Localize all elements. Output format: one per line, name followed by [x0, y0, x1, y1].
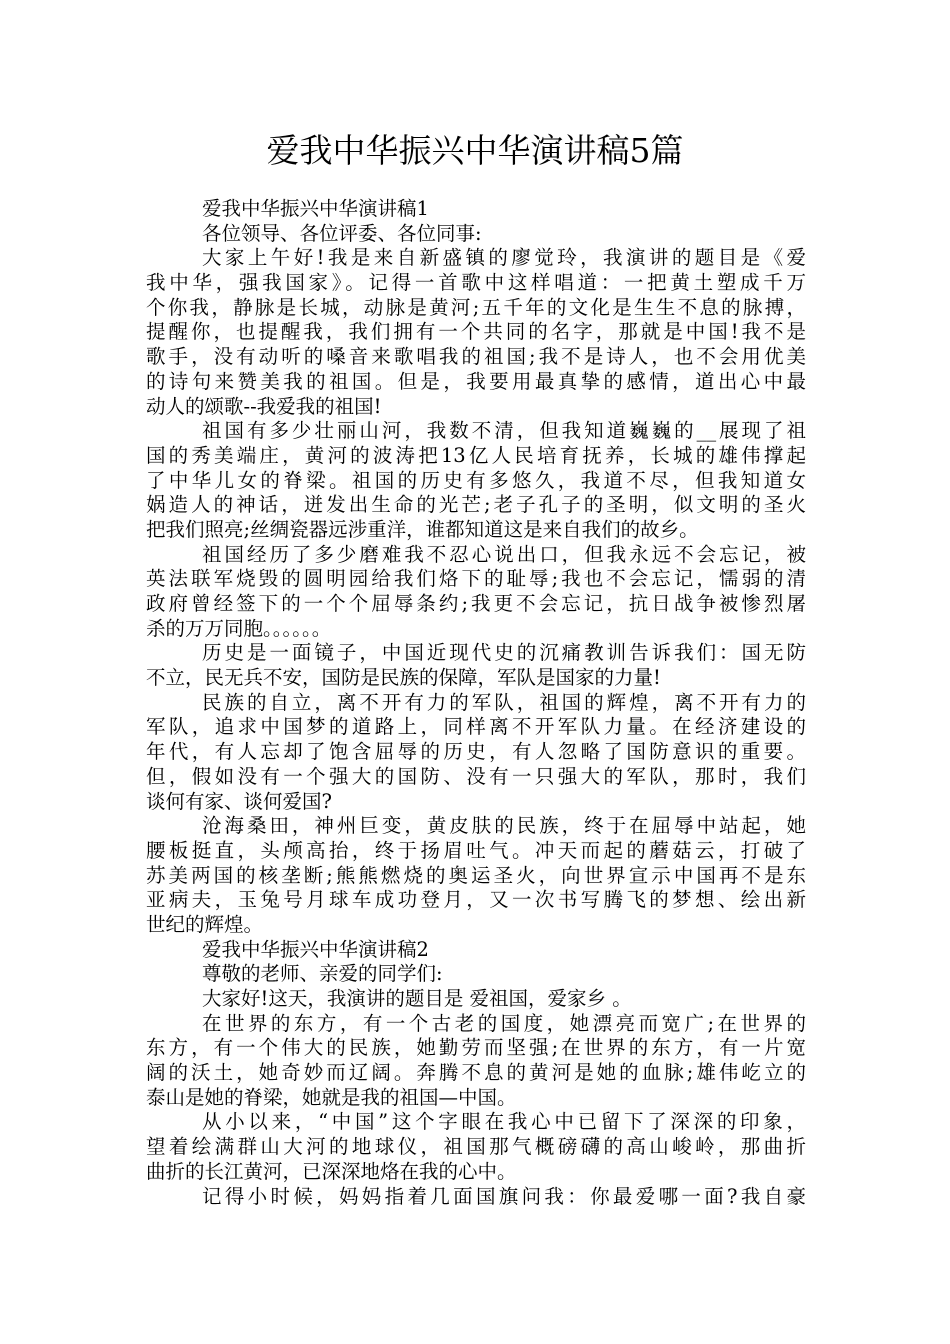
paragraph-line: 动人的颂歌--我爱我的祖国!	[146, 394, 382, 418]
paragraph-line: 在世界的东方，有一个古老的国度，她漂亮而宽广;在世界的	[202, 1011, 806, 1035]
paragraph-heading-line: 各位领导、各位评委、各位同事:	[202, 221, 482, 245]
paragraph-line: 祖国有多少壮丽山河，我数不清，但我知道巍巍的__展现了祖	[202, 419, 806, 443]
paragraph-line: 腰板挺直，头颅高抬，终于扬眉吐气。冲天而起的蘑菇云，打破了	[146, 838, 806, 862]
paragraph-line: 大家上午好!我是来自新盛镇的廖觉玲，我演讲的题目是《爱	[202, 246, 806, 270]
paragraph-line: 把我们照亮;丝绸瓷器远涉重洋，谁都知道这是来自我们的故乡。	[146, 517, 699, 541]
paragraph-line: 历史是一面镜子，中国近现代史的沉痛教训告诉我们：国无防	[202, 641, 806, 665]
paragraph-line: 谈何有家、谈何爱国?	[146, 789, 332, 813]
paragraph-line: 亚病夫，玉兔号月球车成功登月，又一次书写腾飞的梦想、绘出新	[146, 888, 806, 912]
paragraph-line: 我中华，强我国家》。记得一首歌中这样唱道：一把黄土塑成千万	[146, 271, 806, 295]
paragraph-line: 政府曾经签下的一个个屈辱条约;我更不会忘记，抗日战争被惨烈屠	[146, 592, 806, 615]
paragraph-line: 祖国经历了多少磨难我不忍心说出口，但我永远不会忘记，被	[202, 542, 806, 566]
paragraph-line: 沧海桑田，神州巨变，黄皮肤的民族，终于在屈辱中站起，她	[202, 814, 806, 838]
paragraph-line: 个你我，静脉是长城，动脉是黄河;五千年的文化是生生不息的脉搏，	[146, 295, 806, 319]
paragraph-heading-line: 大家好!这天，我演讲的题目是 爱祖国，爱家乡 。	[202, 987, 632, 1010]
paragraph-line: 军队，追求中国梦的道路上，同样离不开军队力量。在经济建设的	[146, 715, 806, 739]
paragraph-line: 世纪的辉煌。	[146, 912, 264, 936]
document-title: 爱我中华振兴中华演讲稿5篇	[266, 131, 684, 170]
paragraph-line: 曲折的长江黄河，已深深地烙在我的心中。	[146, 1159, 517, 1183]
paragraph-heading-line: 爱我中华振兴中华演讲稿2	[202, 937, 429, 961]
paragraph-line: 英法联军烧毁的圆明园给我们烙下的耻辱;我也不会忘记，懦弱的清	[146, 567, 806, 591]
paragraph-line: 娲造人的神话，迸发出生命的光芒;老子孔子的圣明，似文明的圣火	[146, 493, 806, 517]
paragraph-line: 民族的自立，离不开有力的军队，祖国的辉煌，离不开有力的	[202, 690, 806, 714]
paragraph-line: 歌手，没有动听的嗓音来歌唱我的祖国;我不是诗人，也不会用优美	[146, 345, 806, 369]
paragraph-line: 不立，民无兵不安，国防是民族的保障，军队是国家的力量!	[146, 666, 661, 690]
paragraph-line: 国的秀美端庄，黄河的波涛把13亿人民培育抚养，长城的雄伟撑起	[146, 443, 806, 467]
paragraph-line: 从小以来，“中国”这个字眼在我心中已留下了深深的印象，	[202, 1110, 806, 1134]
paragraph-line: 提醒你，也提醒我，我们拥有一个共同的名字，那就是中国!我不是	[146, 320, 806, 344]
paragraph-line: 东方，有一个伟大的民族，她勤劳而坚强;在世界的东方，有一片宽	[146, 1036, 806, 1060]
paragraph-line: 了中华儿女的脊梁。祖国的历史有多悠久，我道不尽，但我知道女	[146, 468, 806, 492]
paragraph-line: 年代，有人忘却了饱含屈辱的历史，有人忽略了国防意识的重要。	[146, 740, 806, 764]
paragraph-line: 的诗句来赞美我的祖国。但是，我要用最真挚的感情，道出心中最	[146, 369, 806, 393]
paragraph-line: 记得小时候，妈妈指着几面国旗问我：你最爱哪一面?我自豪	[202, 1184, 806, 1208]
paragraph-line: 苏美两国的核垄断;熊熊燃烧的奥运圣火，向世界宣示中国再不是东	[146, 863, 806, 887]
paragraph-line: 泰山是她的脊梁，她就是我的祖国—中国。	[146, 1085, 517, 1109]
paragraph-line: 但，假如没有一个强大的国防、没有一只强大的军队，那时，我们	[146, 764, 806, 788]
paragraph-heading-line: 爱我中华振兴中华演讲稿1	[202, 197, 429, 220]
paragraph-line: 阔的沃土，她奇妙而辽阔。奔腾不息的黄河是她的血脉;雄伟屹立的	[146, 1061, 806, 1085]
paragraph-line: 杀的万万同胞。。。。。。	[146, 616, 332, 640]
paragraph-line: 望着绘满群山大河的地球仪，祖国那气概磅礴的高山峻岭，那曲折	[146, 1135, 806, 1159]
paragraph-heading-line: 尊敬的老师、亲爱的同学们:	[202, 962, 443, 986]
document-body	[146, 197, 806, 1209]
